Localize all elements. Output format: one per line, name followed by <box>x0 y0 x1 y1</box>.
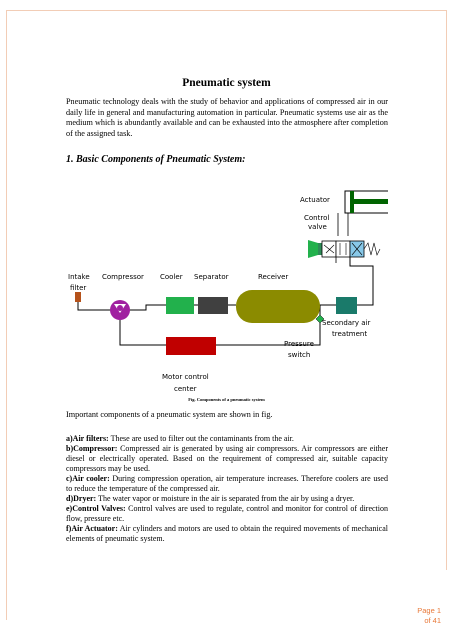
valve-spring <box>364 243 380 255</box>
list-item <box>66 474 388 494</box>
component-term: a)Air filters: <box>66 434 109 443</box>
component-term: c)Air cooler: <box>66 474 110 483</box>
separator-box <box>198 297 228 314</box>
list-item <box>66 434 388 444</box>
actuator-lines <box>338 213 348 236</box>
cooler-box <box>166 297 194 314</box>
intake-label-2: filter <box>70 284 87 292</box>
list-item <box>66 494 388 504</box>
motor-label-1: Motor control <box>162 373 209 381</box>
secondary-label-2: treatment <box>332 330 368 338</box>
component-text: These are used to filter out the contaminants from the air. <box>108 434 294 443</box>
secondary-treatment-box <box>336 297 357 314</box>
actuator-rod <box>354 199 388 204</box>
component-term: f)Air Actuator: <box>66 524 118 533</box>
motor-line <box>120 316 166 345</box>
component-text: Air cylinders and motors are used to obtain the required movements of mechanical elements of pneumatic system. <box>66 524 388 543</box>
valve-solenoid-left <box>308 240 318 258</box>
receiver-label: Receiver <box>258 273 289 281</box>
intake-label-1: Intake <box>68 273 90 281</box>
list-item <box>66 444 388 474</box>
compressor-symbol <box>110 300 130 320</box>
motor-control-box <box>166 337 216 355</box>
list-item <box>66 504 388 524</box>
document-title: Pneumatic system <box>182 77 271 89</box>
compressor-label: Compressor <box>102 273 144 281</box>
component-text: Control valves are used to regulate, control and monitor for control of direction flow, pressure etc. <box>66 504 388 523</box>
control-label-1: Control <box>304 214 330 222</box>
actuator-piston <box>350 191 354 213</box>
section-heading: 1. Basic Components of Pneumatic System: <box>66 154 246 165</box>
intake-filter <box>75 292 81 302</box>
control-valve <box>308 240 380 263</box>
figure-caption: Fig. Components of a pneumatic system <box>188 397 265 402</box>
component-text: The water vapor or moisture in the air is separated from the air by using a dryer. <box>96 494 355 503</box>
component-text: During compression operation, air temperature increases. Therefore coolers are used to reduce the temperature of the compressed air. <box>66 474 388 493</box>
component-term: d)Dryer: <box>66 494 97 503</box>
list-item <box>66 524 388 544</box>
pressure-label-2: switch <box>288 351 311 359</box>
component-term: b)Compressor: <box>66 444 118 453</box>
page-indicator <box>417 606 441 626</box>
valve-block-2 <box>336 241 350 257</box>
control-label-2: valve <box>308 223 327 231</box>
page-border-right <box>446 10 447 570</box>
page-border-left <box>6 10 7 620</box>
motor-label-2: center <box>174 385 197 393</box>
page-border-top <box>6 10 446 11</box>
cooler-label: Cooler <box>160 273 183 281</box>
intro-paragraph: Pneumatic technology deals with the study of behavior and applications of compressed air in our daily life in general and manufacturing automation in particular. Pneumatic systems use air as the medium which is abundantly available and can be exhausted into the atmosphere after completion of the assigned task. <box>66 97 388 138</box>
page-number: Page 1 <box>417 606 441 615</box>
page-total: of 41 <box>424 616 441 625</box>
lead-sentence: Important components of a pneumatic system are shown in fig. <box>66 410 273 419</box>
separator-label: Separator <box>194 273 229 281</box>
pressure-label-1: Pressure <box>284 340 314 348</box>
component-list <box>66 434 388 544</box>
component-text: Compressed air is generated by using air compressors. Air compressors are either diesel or electrically operated. Based on the requirement of compressed air, suitable capacity compressors may be used. <box>66 444 388 473</box>
pneumatic-system-diagram <box>66 185 388 398</box>
actuator-cylinder <box>345 191 388 213</box>
secondary-label-1: Secondary air <box>322 319 371 327</box>
receiver-tank <box>236 290 320 323</box>
component-term: e)Control Valves: <box>66 504 126 513</box>
actuator-label: Actuator <box>300 196 330 204</box>
